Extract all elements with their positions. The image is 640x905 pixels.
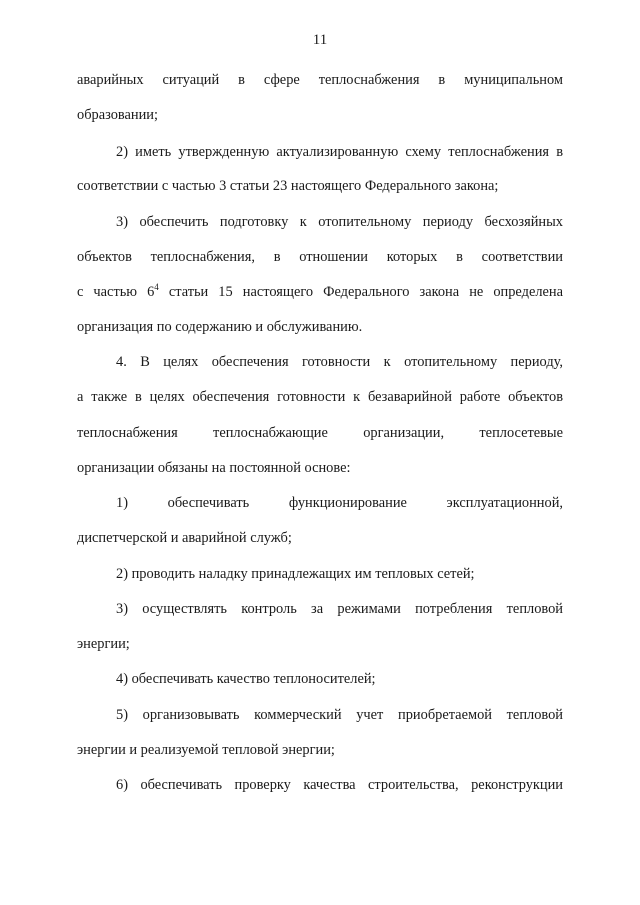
text-line: организация по содержанию и обслуживанию. [77, 319, 363, 335]
text-line: 4. В целях обеспечения готовности к отопительному периоду, [116, 354, 563, 370]
text-line: 3) осуществлять контроль за режимами потребления тепловой [116, 601, 563, 617]
text-line: энергии и реализуемой тепловой энергии; [77, 742, 335, 758]
text-line: 1) обеспечивать функционирование эксплуатационной, [116, 495, 563, 511]
text-line: теплоснабжения теплоснабжающие организации, теплосетевые [77, 425, 563, 441]
text-line: 4) обеспечивать качество теплоносителей; [116, 671, 376, 687]
text-line: 2) проводить наладку принадлежащих им тепловых сетей; [116, 566, 475, 582]
text-line: образовании; [77, 107, 158, 123]
text-line: энергии; [77, 636, 130, 652]
text-line: организации обязаны на постоянной основе: [77, 460, 351, 476]
text-line: соответствии с частью 3 статьи 23 настоящего Федерального закона; [77, 178, 499, 194]
text-line: диспетчерской и аварийной служб; [77, 530, 292, 546]
text-segment: с частью 6 [77, 284, 155, 300]
page-number: 11 [312, 32, 328, 48]
text-line: 6) обеспечивать проверку качества строительства, реконструкции [116, 777, 563, 793]
text-line: объектов теплоснабжения, в отношении которых в соответствии [77, 249, 563, 265]
text-line: 2) иметь утвержденную актуализированную схему теплоснабжения в [116, 144, 563, 160]
text-line: 3) обеспечить подготовку к отопительному периоду бесхозяйных [116, 214, 563, 230]
superscript: 4 [154, 282, 159, 292]
text-line: аварийных ситуаций в сфере теплоснабжения в муниципальном [77, 72, 563, 88]
text-line: а также в целях обеспечения готовности к безаварийной работе объектов [77, 389, 563, 405]
text-line [77, 283, 563, 301]
text-line: 5) организовывать коммерческий учет приобретаемой тепловой [116, 707, 563, 723]
text-segment: статьи 15 настоящего Федерального закона не определена [158, 284, 563, 300]
